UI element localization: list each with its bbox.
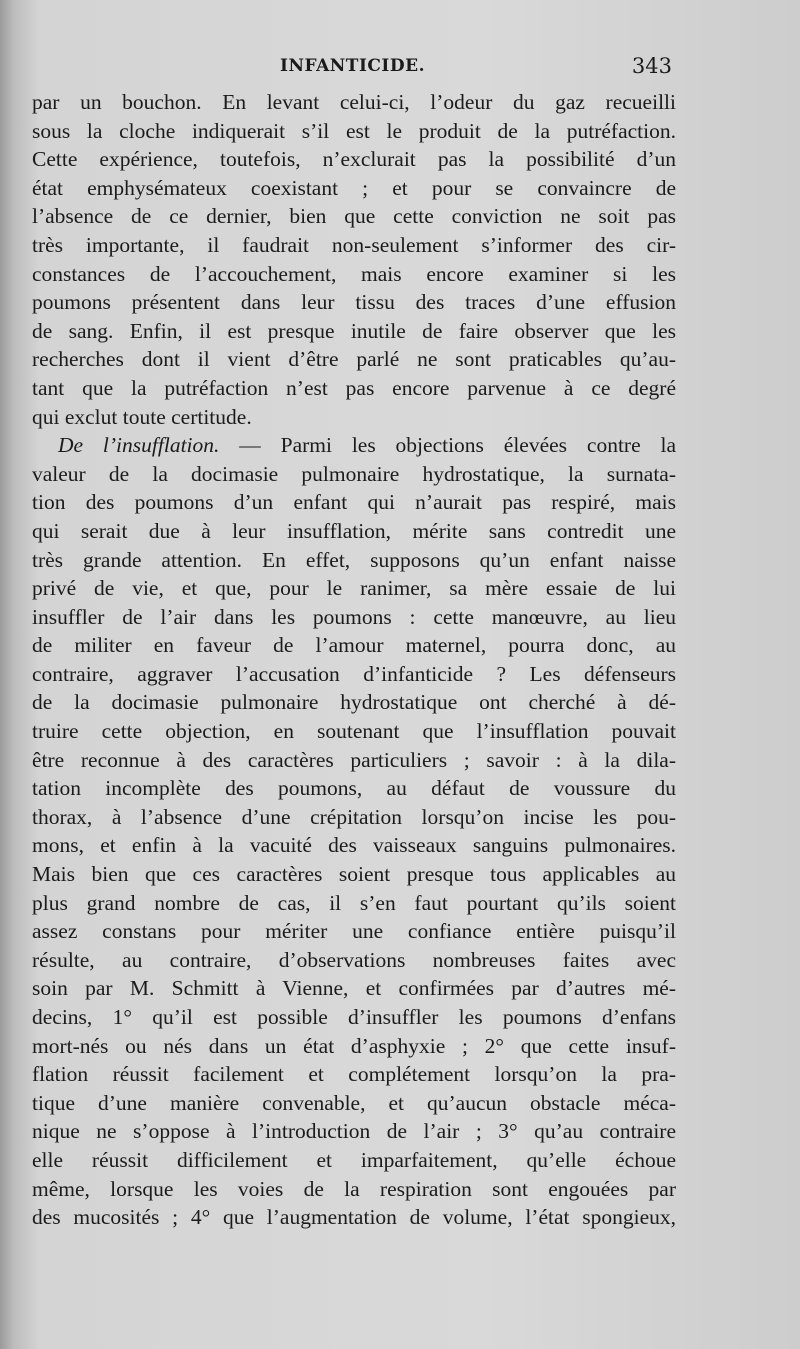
text-line: tique d’une manière convenable, et qu’aucun obstacle méca- (32, 1090, 676, 1115)
text-line: très grande attention. En effet, supposons qu’un enfant naisse (32, 547, 676, 572)
text-line: nique ne s’oppose à l’introduction de l’air ; 3° qu’au contraire (32, 1119, 676, 1144)
text-line: qui serait due à leur insufflation, mérite sans contredit une (32, 518, 676, 543)
text-line: soin par M. Schmitt à Vienne, et confirmées par d’autres mé- (32, 976, 676, 1001)
text-line: valeur de la docimasie pulmonaire hydrostatique, la surnata- (32, 461, 676, 486)
text-line: de militer en faveur de l’amour maternel, pourra donc, au (32, 633, 676, 658)
text-line: decins, 1° qu’il est possible d’insuffler les poumons d’enfans (32, 1005, 676, 1029)
text-line: sous la cloche indiquerait s’il est le produit de la putréfaction. (32, 118, 676, 143)
text-line: contraire, aggraver l’accusation d’infanticide ? Les défenseurs (32, 661, 676, 686)
text-line: elle réussit difficilement et imparfaitement, qu’elle échoue (32, 1147, 676, 1172)
text-line: flation réussit facilement et complétement lorsqu’on la pra- (32, 1062, 676, 1087)
text-line: constances de l’accouchement, mais encore examiner si les (32, 261, 676, 286)
text-line: même, lorsque les voies de la respiration sont engouées par (32, 1176, 676, 1201)
text-line: assez constans pour mériter une confiance entière puisqu’il (32, 919, 676, 944)
text-line: de sang. Enfin, il est presque inutile de faire observer que les (32, 318, 676, 343)
text-line: thorax, à l’absence d’une crépitation lorsqu’on incise les pou- (32, 804, 676, 829)
text-line: truire cette objection, en soutenant que l’insufflation pouvait (32, 719, 676, 744)
text-line: Cette expérience, toutefois, n’exclurait pas la possibilité d’un (32, 147, 676, 172)
running-title: INFANTICIDE. (280, 56, 425, 76)
text-line: très importante, il faudrait non-seulement s’informer des cir- (32, 232, 676, 257)
text-line-remainder: — Parmi les objections élevées contre la (239, 433, 676, 458)
text-line: des mucosités ; 4° que l’augmentation de volume, l’état spongieux, (32, 1205, 676, 1230)
text-line: poumons présentent dans leur tissu des traces d’une effusion (32, 290, 676, 315)
text-line: être reconnue à des caractères particuliers ; savoir : à la dila- (32, 747, 676, 772)
text-line: l’absence de ce dernier, bien que cette conviction ne soit pas (32, 204, 676, 229)
text-line: mort-nés ou nés dans un état d’asphyxie ; 2° que cette insuf- (32, 1033, 676, 1058)
page-header (0, 56, 800, 86)
page-number: 343 (631, 54, 672, 78)
text-line: mons, et enfin à la vacuité des vaisseaux sanguins pulmonaires. (32, 833, 676, 858)
text-line: plus grand nombre de cas, il s’en faut pourtant qu’ils soient (32, 890, 676, 915)
page-body-text (32, 88, 676, 1232)
text-line: qui exclut toute certitude. (32, 404, 252, 429)
text-line: résulte, au contraire, d’observations nombreuses faites avec (32, 947, 676, 972)
text-line: tion des poumons d’un enfant qui n’aurait pas respiré, mais (32, 490, 676, 515)
text-line: privé de vie, et que, pour le ranimer, sa mère essaie de lui (32, 576, 676, 601)
section-lead-in: De l’insufflation. (58, 433, 220, 458)
text-line: Mais bien que ces caractères soient presque tous applicables au (32, 862, 676, 887)
text-line: tant que la putréfaction n’est pas encore parvenue à ce degré (32, 375, 676, 400)
text-line: recherches dont il vient d’être parlé ne sont praticables qu’au- (32, 347, 676, 372)
text-line: tation incomplète des poumons, au défaut de voussure du (32, 776, 676, 801)
text-line: insuffler de l’air dans les poumons : cette manœuvre, au lieu (32, 604, 676, 629)
text-line: état emphysémateux coexistant ; et pour se convaincre de (32, 175, 676, 200)
text-line: de la docimasie pulmonaire hydrostatique ont cherché à dé- (32, 690, 676, 715)
text-line: par un bouchon. En levant celui-ci, l’odeur du gaz recueilli (32, 90, 676, 114)
paragraph-start-line (32, 431, 676, 460)
